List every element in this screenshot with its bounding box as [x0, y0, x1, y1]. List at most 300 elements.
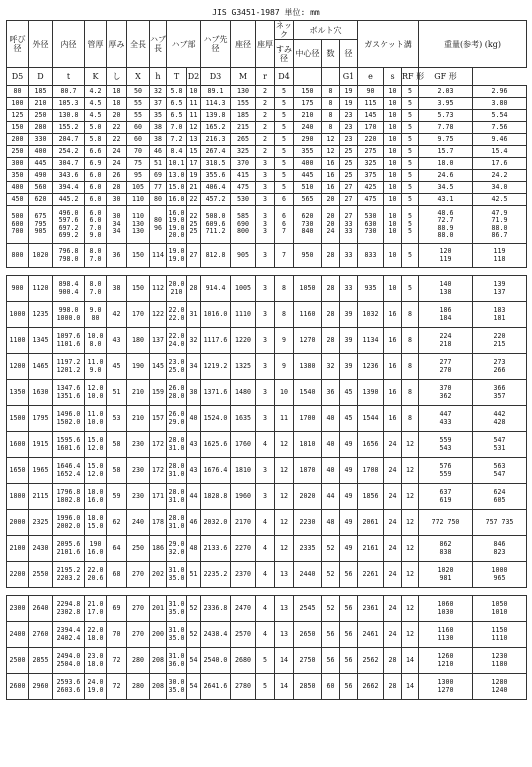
table-cell: 240 — [127, 510, 150, 536]
table-cell: 1120 — [29, 276, 53, 302]
table-cell: 10 — [384, 276, 402, 302]
header-bolt-holes: ボルト穴 — [294, 21, 358, 40]
table-cell — [53, 276, 85, 302]
cell-line: 36.0 — [168, 659, 185, 668]
table-cell — [167, 354, 187, 380]
table-cell: 5 — [402, 134, 419, 146]
cell-line: 8.0 — [89, 247, 102, 256]
cell-line: 559 — [439, 469, 452, 478]
table-cell — [85, 328, 107, 354]
cell-line: 9.0 — [89, 365, 102, 374]
table-cell: 4 — [256, 536, 275, 562]
table-cell: 38 — [107, 276, 127, 302]
table-cell: 46 — [150, 146, 167, 158]
table-cell: 2640 — [29, 596, 53, 622]
table-cell: 2438.4 — [201, 622, 231, 648]
cell-line: 10.0 — [87, 391, 104, 400]
table-cell: 3 — [256, 380, 275, 406]
cell-line: 88.9 — [437, 223, 454, 232]
table-cell: 24.2 — [473, 170, 527, 182]
sub-e: e — [358, 68, 384, 86]
table-cell: 19 — [187, 170, 201, 182]
cell-line: 110 — [132, 212, 144, 221]
cell-line: 270 — [439, 365, 452, 374]
cell-line: 33 — [344, 219, 353, 228]
table-cell: 1200 — [7, 354, 29, 380]
table-cell: 1810 — [231, 458, 256, 484]
table-cell — [419, 302, 473, 328]
header-outer-dia: 外径 — [29, 21, 53, 68]
table-cell: 400 — [29, 146, 53, 158]
table-cell — [53, 244, 85, 268]
cell-line: 2095.6 — [56, 540, 81, 549]
table-cell: 230 — [127, 458, 150, 484]
table-cell: 1650 — [7, 458, 29, 484]
table-cell — [473, 648, 527, 674]
cell-line: 24.0 — [87, 678, 104, 687]
cell-line: 20.6 — [87, 573, 104, 582]
header-hub: ハブ部 — [167, 21, 201, 68]
cell-line: 120 — [439, 247, 452, 256]
table-cell — [473, 276, 527, 302]
table-row — [7, 510, 527, 536]
table-cell: 7.0 — [167, 122, 187, 134]
table-cell: 16 — [384, 380, 402, 406]
table-cell — [340, 206, 358, 244]
cell-line: 15.0 — [87, 436, 104, 445]
table-cell — [167, 432, 187, 458]
table-cell: 12 — [402, 536, 419, 562]
table-cell: 425 — [358, 182, 384, 194]
table-cell: 445 — [29, 158, 53, 170]
table-cell: 21 — [187, 182, 201, 194]
table-cell: 33 — [340, 276, 358, 302]
table-cell: 75 — [127, 158, 150, 170]
table-cell: 16.0 — [167, 194, 187, 206]
cell-line: 150 — [132, 250, 144, 259]
table-cell: 18 — [107, 86, 127, 98]
header-seat-dia: 座径 — [231, 21, 256, 68]
table-cell: 130 — [231, 86, 256, 98]
cell-line: 862 — [439, 540, 452, 549]
table-cell: 2261 — [358, 562, 384, 588]
table-cell — [275, 206, 294, 244]
table-cell — [85, 596, 107, 622]
table-cell: 45 — [107, 354, 127, 380]
table-cell: 70 — [127, 146, 150, 158]
table-cell: 2400 — [7, 622, 29, 648]
table-cell: 9 — [275, 328, 294, 354]
table-row — [7, 302, 527, 328]
table-cell: 48 — [322, 510, 340, 536]
table-row — [7, 380, 527, 406]
cell-line: 624 — [493, 488, 506, 497]
table-cell: 1760 — [231, 432, 256, 458]
table-cell: 11 — [187, 110, 201, 122]
table-cell: 5 — [402, 122, 419, 134]
table-cell: 1540 — [294, 380, 322, 406]
table-cell — [167, 244, 187, 268]
cell-line: 9.0 — [89, 306, 102, 315]
table-cell: 2641.6 — [201, 674, 231, 700]
table-cell: 4 — [256, 622, 275, 648]
table-cell: 375 — [358, 170, 384, 182]
table-cell: 208 — [150, 648, 167, 674]
table-cell: 24 — [384, 562, 402, 588]
cell-line: 11.0 — [87, 410, 104, 419]
table-cell: 89.1 — [201, 86, 231, 98]
cell-line: 22.0 — [168, 306, 185, 315]
table-cell: 27 — [340, 194, 358, 206]
table-cell: 13 — [187, 134, 201, 146]
table-cell — [419, 458, 473, 484]
cell-line: 16.0 — [168, 208, 185, 217]
table-cell: 12 — [402, 432, 419, 458]
table-cell — [53, 648, 85, 674]
table-cell: 9.75 — [419, 134, 473, 146]
cell-line: 31.0 — [168, 469, 185, 478]
table-cell — [127, 206, 150, 244]
cell-line: 950 — [301, 250, 314, 259]
table-cell — [473, 484, 527, 510]
table-cell: 7.56 — [473, 122, 527, 134]
table-cell: 27 — [340, 182, 358, 194]
cell-line: 442 — [493, 410, 506, 419]
table-cell: 1795 — [29, 406, 53, 432]
cell-line: 18.0 — [87, 633, 104, 642]
table-cell: 10 — [384, 86, 402, 98]
table-row — [7, 328, 527, 354]
table-cell — [201, 244, 231, 268]
table-cell — [473, 536, 527, 562]
cell-line: 35.0 — [168, 607, 185, 616]
sub-rf: RF 形 — [402, 68, 419, 86]
table-cell — [473, 432, 527, 458]
table-cell: 1635 — [231, 406, 256, 432]
table-cell: 40 — [187, 406, 201, 432]
table-cell — [473, 458, 527, 484]
cell-line: 1030 — [437, 607, 454, 616]
table-cell: 1960 — [231, 484, 256, 510]
cell-line: 220 — [493, 332, 506, 341]
table-cell: 250 — [127, 536, 150, 562]
table-cell: 56 — [340, 674, 358, 700]
table-cell — [275, 244, 294, 268]
cell-line: 28.0 — [168, 391, 185, 400]
table-cell: 1100 — [7, 328, 29, 354]
cell-line: 2101.6 — [56, 547, 81, 556]
table-cell: 1032 — [358, 302, 384, 328]
table-cell: 1380 — [294, 354, 322, 380]
table-cell: 28 — [384, 674, 402, 700]
cell-line: 48.6 — [437, 208, 454, 217]
cell-line: 26.0 — [168, 384, 185, 393]
cell-line: 846 — [493, 540, 506, 549]
cell-line: 19.0 — [87, 685, 104, 694]
cell-line: 585 — [237, 212, 249, 221]
table-cell: 10 — [275, 380, 294, 406]
table-cell: 80.7 — [53, 86, 85, 98]
table-cell — [167, 380, 187, 406]
table-cell: 69 — [150, 170, 167, 182]
table-cell: 30 — [107, 194, 127, 206]
table-cell: 56 — [340, 648, 358, 674]
table-cell: 8 — [275, 302, 294, 328]
table-cell: 10 — [187, 86, 201, 98]
table-cell: 2000 — [7, 510, 29, 536]
table-cell: 8 — [275, 276, 294, 302]
cell-line: 25 — [189, 219, 198, 228]
table-cell: 14 — [275, 648, 294, 674]
table-cell: 2336.8 — [201, 596, 231, 622]
table-cell — [419, 354, 473, 380]
table-cell — [167, 536, 187, 562]
table-cell — [419, 380, 473, 406]
cell-line: 16.0 — [87, 495, 104, 504]
table-cell: 4.5 — [85, 110, 107, 122]
table-cell: 13.0 — [167, 170, 187, 182]
table-cell — [167, 458, 187, 484]
sub-hole-blank — [322, 68, 340, 86]
table-cell: 16 — [322, 182, 340, 194]
table-cell: 270 — [127, 596, 150, 622]
table-cell: 16 — [384, 406, 402, 432]
table-cell: 25 — [340, 146, 358, 158]
table-cell: 290 — [294, 134, 322, 146]
table-row — [7, 194, 527, 206]
table-cell: 52 — [322, 536, 340, 562]
sub-d2: D2 — [187, 68, 201, 86]
table-cell — [85, 622, 107, 648]
table-cell: 1005 — [231, 276, 256, 302]
table-cell: 2300 — [7, 596, 29, 622]
cell-line: 1601.6 — [56, 443, 81, 452]
table-cell — [473, 328, 527, 354]
table-cell: 24.6 — [419, 170, 473, 182]
table-cell: 45 — [340, 380, 358, 406]
cell-line: 605 — [493, 495, 506, 504]
header-pcd: 中心径 — [294, 40, 322, 68]
table-cell — [127, 244, 150, 268]
table-cell: 12 — [402, 510, 419, 536]
table-cell: 510 — [294, 182, 322, 194]
table-cell: 914.4 — [201, 276, 231, 302]
table-cell: 32 — [322, 354, 340, 380]
cell-line: 7.0 — [89, 223, 102, 232]
table-cell: 185 — [231, 110, 256, 122]
cell-line: 508.0 — [205, 212, 226, 221]
table-cell: 2545 — [294, 596, 322, 622]
cell-line: 900.4 — [58, 287, 79, 296]
cell-line: 5 — [408, 219, 412, 228]
table-cell: 56 — [340, 596, 358, 622]
cell-line: 27 — [344, 212, 353, 221]
table-cell: 25 — [340, 170, 358, 182]
cell-line: 23.0 — [168, 358, 185, 367]
table-cell — [167, 206, 187, 244]
table-cell: 58 — [107, 432, 127, 458]
table-cell: 24 — [384, 458, 402, 484]
cell-line: 2504.0 — [56, 659, 81, 668]
table-row — [7, 596, 527, 622]
table-cell: 12 — [275, 458, 294, 484]
table-cell: 3 — [256, 276, 275, 302]
sub-gf: GF 形 — [419, 68, 473, 86]
cell-line: 1502.0 — [56, 417, 81, 426]
table-cell — [29, 244, 53, 268]
table-cell: 80 — [150, 194, 167, 206]
table-cell: 2200 — [7, 562, 29, 588]
table-cell: 105.3 — [53, 98, 85, 110]
table-cell: 19 — [340, 98, 358, 110]
table-row — [7, 110, 527, 122]
table-cell: 400 — [294, 158, 322, 170]
cell-line: 184 — [439, 313, 452, 322]
table-cell — [473, 562, 527, 588]
table-cell: 216.3 — [201, 134, 231, 146]
table-cell: 43 — [187, 432, 201, 458]
table-cell: 43 — [187, 458, 201, 484]
cell-line: 547 — [493, 436, 506, 445]
table-cell — [473, 622, 527, 648]
table-cell: 12 — [322, 146, 340, 158]
cell-line: 2394.4 — [56, 626, 81, 635]
sub-k: K — [85, 68, 107, 86]
table-cell: 7.2 — [167, 134, 187, 146]
cell-line: 1802.8 — [56, 495, 81, 504]
cell-line: 28.0 — [168, 488, 185, 497]
table-cell: 139.8 — [201, 110, 231, 122]
table-cell: 3 — [256, 182, 275, 194]
table-cell: 12 — [402, 622, 419, 648]
table-cell: 23 — [340, 134, 358, 146]
table-cell: 1465 — [29, 354, 53, 380]
table-cell: 3 — [256, 170, 275, 182]
table-cell: 105 — [127, 182, 150, 194]
table-cell: 5 — [402, 86, 419, 98]
table-cell: 230 — [127, 432, 150, 458]
table-cell: 54 — [187, 674, 201, 700]
table-cell: 28 — [322, 276, 340, 302]
table-row — [7, 276, 527, 302]
cell-line: 6 — [282, 212, 286, 221]
table-cell: 1625.6 — [201, 432, 231, 458]
table-cell: 5.8 — [85, 134, 107, 146]
table-cell: 210 — [294, 110, 322, 122]
table-cell: 115 — [358, 98, 384, 110]
sub-r: r — [256, 68, 275, 86]
table-row — [7, 206, 527, 244]
table-cell: 12 — [322, 134, 340, 146]
table-cell: 210 — [127, 380, 150, 406]
sub-g1: G1 — [340, 68, 358, 86]
table-cell: 20 — [107, 110, 127, 122]
cell-line: 1270 — [437, 685, 454, 694]
table-cell: 900 — [7, 276, 29, 302]
table-cell — [358, 206, 384, 244]
table-cell: 406.4 — [201, 182, 231, 194]
table-row — [7, 182, 527, 194]
cell-line: 22.0 — [168, 313, 185, 322]
table-cell: 6.0 — [85, 182, 107, 194]
table-cell — [53, 380, 85, 406]
table-cell: 2 — [256, 134, 275, 146]
cell-line: 5 — [408, 212, 412, 221]
table-cell: 24 — [107, 146, 127, 158]
table-cell: 43.1 — [419, 194, 473, 206]
header-weight: 重量(参考) (kg) — [419, 21, 527, 68]
table-cell: 8 — [402, 406, 419, 432]
table-cell — [85, 432, 107, 458]
cell-line: 2402.4 — [56, 633, 81, 642]
table-cell: 200 — [7, 134, 29, 146]
table-cell: 2461 — [358, 622, 384, 648]
cell-line: 1300 — [437, 678, 454, 687]
cell-line: 1796.8 — [56, 488, 81, 497]
table-cell: 112 — [150, 276, 167, 302]
cell-line: 1652.4 — [56, 469, 81, 478]
table-cell: 1236 — [358, 354, 384, 380]
table-row — [7, 86, 527, 98]
table-cell — [85, 380, 107, 406]
table-cell: 14 — [402, 648, 419, 674]
cell-line: 2603.6 — [56, 685, 81, 694]
table-cell: 186 — [150, 536, 167, 562]
table-cell: 22 — [107, 122, 127, 134]
cell-line: 798.0 — [58, 254, 79, 263]
table-cell: 2570 — [231, 622, 256, 648]
cell-line: 1240 — [491, 685, 508, 694]
section-gap-cell — [7, 588, 527, 596]
table-cell — [322, 206, 340, 244]
table-cell: 11 — [275, 406, 294, 432]
cell-line: 137 — [493, 287, 506, 296]
table-cell: 10 — [384, 134, 402, 146]
table-cell: 343.6 — [53, 170, 85, 182]
table-body — [7, 86, 527, 700]
cell-line: 119 — [493, 247, 506, 256]
cell-line: 31.0 — [168, 495, 185, 504]
table-cell: 15.4 — [473, 146, 527, 158]
cell-line: 1230 — [491, 652, 508, 661]
table-cell: 1235 — [29, 302, 53, 328]
table-cell — [419, 484, 473, 510]
cell-line: 1280 — [491, 678, 508, 687]
table-cell: 14 — [402, 674, 419, 700]
table-cell: 2.96 — [473, 86, 527, 98]
table-cell: 560 — [29, 182, 53, 194]
table-cell: 19 — [340, 86, 358, 98]
cell-line: 833 — [364, 250, 377, 259]
header-hub-tip-dia: ハブ先径 — [201, 21, 231, 68]
table-cell — [187, 244, 201, 268]
cell-line: 22.0 — [87, 566, 104, 575]
table-cell: 1828.8 — [201, 484, 231, 510]
table-cell — [167, 328, 187, 354]
table-cell: 204.7 — [53, 134, 85, 146]
cell-line: 965 — [493, 573, 506, 582]
table-cell: 5 — [402, 98, 419, 110]
cell-line: 1000 — [491, 566, 508, 575]
table-cell: 210 — [127, 406, 150, 432]
table-cell — [473, 596, 527, 622]
cell-line: 1130 — [437, 633, 454, 642]
table-cell: 52 — [187, 596, 201, 622]
sub-x: X — [127, 68, 150, 86]
table-cell — [167, 622, 187, 648]
table-cell: 16 — [384, 354, 402, 380]
table-cell: 1110 — [231, 302, 256, 328]
